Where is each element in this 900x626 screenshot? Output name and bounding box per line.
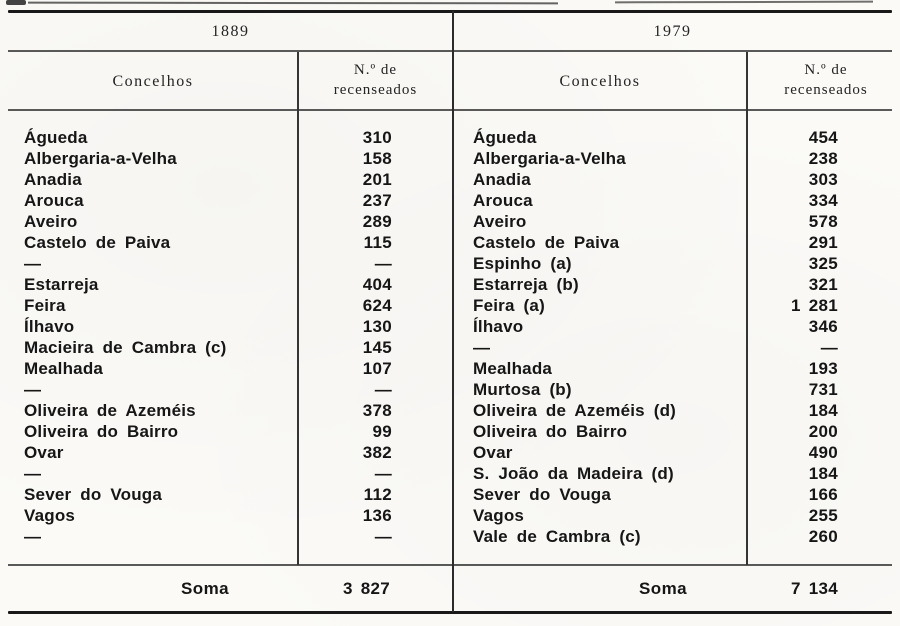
recenseados-value: 624 (362, 296, 392, 315)
table-row (8, 169, 453, 190)
scan-artifact-streak (615, 1, 873, 4)
recenseados-value: 289 (362, 212, 392, 231)
concelho-name: — (24, 527, 42, 546)
year-header-1979: 1979 (653, 23, 692, 40)
recenseados-value: 382 (362, 443, 392, 462)
table-body-1979 (453, 127, 892, 547)
table-row (8, 232, 453, 253)
recenseados-value: 200 (808, 422, 838, 441)
total-row-1979 (453, 578, 892, 599)
table-row (8, 295, 453, 316)
table-row (453, 463, 892, 484)
count-header-line2: recenseados (333, 82, 418, 98)
recenseados-value: 184 (808, 401, 838, 420)
concelho-name: Albergaria-a-Velha (24, 149, 177, 168)
concelho-name: Feira (a) (473, 296, 545, 315)
concelho-name: Aveiro (24, 212, 78, 231)
concelho-name: S. João da Madeira (d) (473, 464, 674, 483)
recenseados-value: 260 (808, 527, 838, 546)
column-header-recenseados-right (750, 60, 900, 100)
total-label: Soma (639, 579, 687, 598)
total-label: Soma (181, 579, 229, 598)
concelho-name: Macieira de Cambra (c) (24, 338, 227, 357)
recenseados-value: 325 (808, 254, 838, 273)
recenseados-value: — (374, 380, 392, 399)
recenseados-value: — (374, 527, 392, 546)
concelho-name: Feira (24, 296, 66, 315)
concelho-name: Oliveira do Bairro (473, 422, 628, 441)
concelho-name: Aveiro (473, 212, 527, 231)
recenseados-value: 99 (372, 422, 392, 441)
recenseados-value: — (374, 464, 392, 483)
table-row (453, 127, 892, 148)
table-row (8, 463, 453, 484)
table-row (8, 316, 453, 337)
year-header-1889: 1889 (211, 23, 250, 40)
recenseados-value: — (374, 254, 392, 273)
concelho-name: Ílhavo (24, 317, 75, 336)
recenseados-value: 303 (808, 170, 838, 189)
count-header-line1: N.º de (353, 62, 398, 78)
table-row (453, 169, 892, 190)
concelho-name: Mealhada (473, 359, 553, 378)
recenseados-value: 158 (362, 149, 392, 168)
concelho-name: — (24, 254, 42, 273)
table-row (8, 211, 453, 232)
recenseados-value: 237 (362, 191, 392, 210)
recenseados-value: 378 (362, 401, 392, 420)
total-row-1889 (8, 578, 453, 599)
table-row (453, 253, 892, 274)
table-row (8, 253, 453, 274)
recenseados-value: 334 (808, 191, 838, 210)
recenseados-value: 193 (808, 359, 838, 378)
table-row (8, 484, 453, 505)
table-row (453, 484, 892, 505)
recenseados-value: 731 (808, 380, 838, 399)
concelho-name: Arouca (24, 191, 84, 210)
table-row (8, 337, 453, 358)
scan-artifact-blob (6, 0, 26, 5)
concelho-name: Oliveira de Azeméis (d) (473, 401, 677, 420)
recenseados-value: 310 (362, 128, 392, 147)
column-header-recenseados-left (298, 60, 453, 100)
concelho-name: — (24, 380, 42, 399)
recenseados-value: 145 (362, 338, 392, 357)
concelho-name: Ovar (473, 443, 513, 462)
recenseados-value: 238 (808, 149, 838, 168)
total-value: 7 134 (790, 579, 838, 598)
recenseados-value: 115 (363, 233, 392, 252)
recenseados-value: 346 (808, 317, 838, 336)
concelho-name: Castelo de Paiva (24, 233, 171, 252)
recenseados-value: 454 (808, 128, 838, 147)
table-row (453, 526, 892, 547)
table-row (8, 505, 453, 526)
table-row (453, 400, 892, 421)
count-header-line1: N.º de (804, 62, 848, 78)
table-row (8, 442, 453, 463)
concelho-name: Vagos (24, 506, 76, 525)
column-header-concelhos-left: Concelhos (112, 73, 194, 90)
concelho-name: Sever do Vouga (24, 485, 163, 504)
total-value: 3 827 (342, 579, 390, 598)
recenseados-value: 136 (362, 506, 392, 525)
table-row (453, 421, 892, 442)
concelho-name: Ovar (24, 443, 64, 462)
table-row (8, 274, 453, 295)
table-row (453, 274, 892, 295)
table-row (453, 442, 892, 463)
table-row (8, 190, 453, 211)
recenseados-value: 291 (808, 233, 838, 252)
table-row (8, 127, 453, 148)
recenseados-value: 490 (808, 443, 838, 462)
table-row (453, 148, 892, 169)
concelho-name: Mealhada (24, 359, 104, 378)
table-row (453, 316, 892, 337)
recenseados-value: 107 (362, 359, 392, 378)
table-row (453, 358, 892, 379)
recenseados-value: 404 (362, 275, 392, 294)
concelho-name: Anadia (473, 170, 531, 189)
concelho-name: Arouca (473, 191, 533, 210)
table-rule-top (8, 10, 892, 13)
table-row (453, 190, 892, 211)
recenseados-value: 1 281 (790, 296, 838, 315)
table-row (453, 379, 892, 400)
table-rule-under-column-headers (8, 109, 892, 111)
recenseados-value: 255 (808, 506, 838, 525)
column-header-concelhos-right: Concelhos (559, 73, 641, 90)
count-header-line2: recenseados (784, 82, 868, 98)
recenseados-value: 166 (808, 485, 838, 504)
recenseados-value: 112 (363, 485, 392, 504)
table-row (8, 526, 453, 547)
concelho-name: Albergaria-a-Velha (473, 149, 626, 168)
concelho-name: Anadia (24, 170, 82, 189)
recenseados-value: 184 (808, 464, 838, 483)
table-row (453, 232, 892, 253)
table-row (453, 505, 892, 526)
concelho-name: Águeda (24, 128, 88, 147)
concelho-name: Oliveira do Bairro (24, 422, 179, 441)
concelho-name: Águeda (473, 128, 537, 147)
table-row (453, 337, 892, 358)
concelho-name: Estarreja (b) (473, 275, 579, 294)
scan-artifact-streak (28, 2, 558, 5)
table-row (8, 421, 453, 442)
table-row (8, 148, 453, 169)
concelho-name: Sever do Vouga (473, 485, 612, 504)
table-row (453, 295, 892, 316)
recenseados-value: 578 (808, 212, 838, 231)
table-row (8, 358, 453, 379)
concelho-name: Vale de Cambra (c) (473, 527, 641, 546)
table-row (8, 379, 453, 400)
concelho-name: — (24, 464, 42, 483)
concelho-name: Estarreja (24, 275, 99, 294)
table-rule-above-totals (8, 564, 892, 566)
concelho-name: Espinho (a) (473, 254, 572, 273)
table-row (8, 400, 453, 421)
concelho-name: Vagos (473, 506, 525, 525)
concelho-name: Ílhavo (473, 317, 524, 336)
table-body-1889 (8, 127, 453, 547)
concelho-name: Castelo de Paiva (473, 233, 620, 252)
table-row (453, 211, 892, 232)
concelho-name: Murtosa (b) (473, 380, 572, 399)
concelho-name: Oliveira de Azeméis (24, 401, 196, 420)
recenseados-value: 321 (808, 275, 838, 294)
table-rule-bottom (8, 611, 892, 614)
recenseados-value: 130 (362, 317, 392, 336)
concelho-name: — (473, 338, 491, 357)
recenseados-value: 201 (362, 170, 392, 189)
recenseados-value: — (820, 338, 838, 357)
table-rule-under-years (8, 50, 892, 52)
